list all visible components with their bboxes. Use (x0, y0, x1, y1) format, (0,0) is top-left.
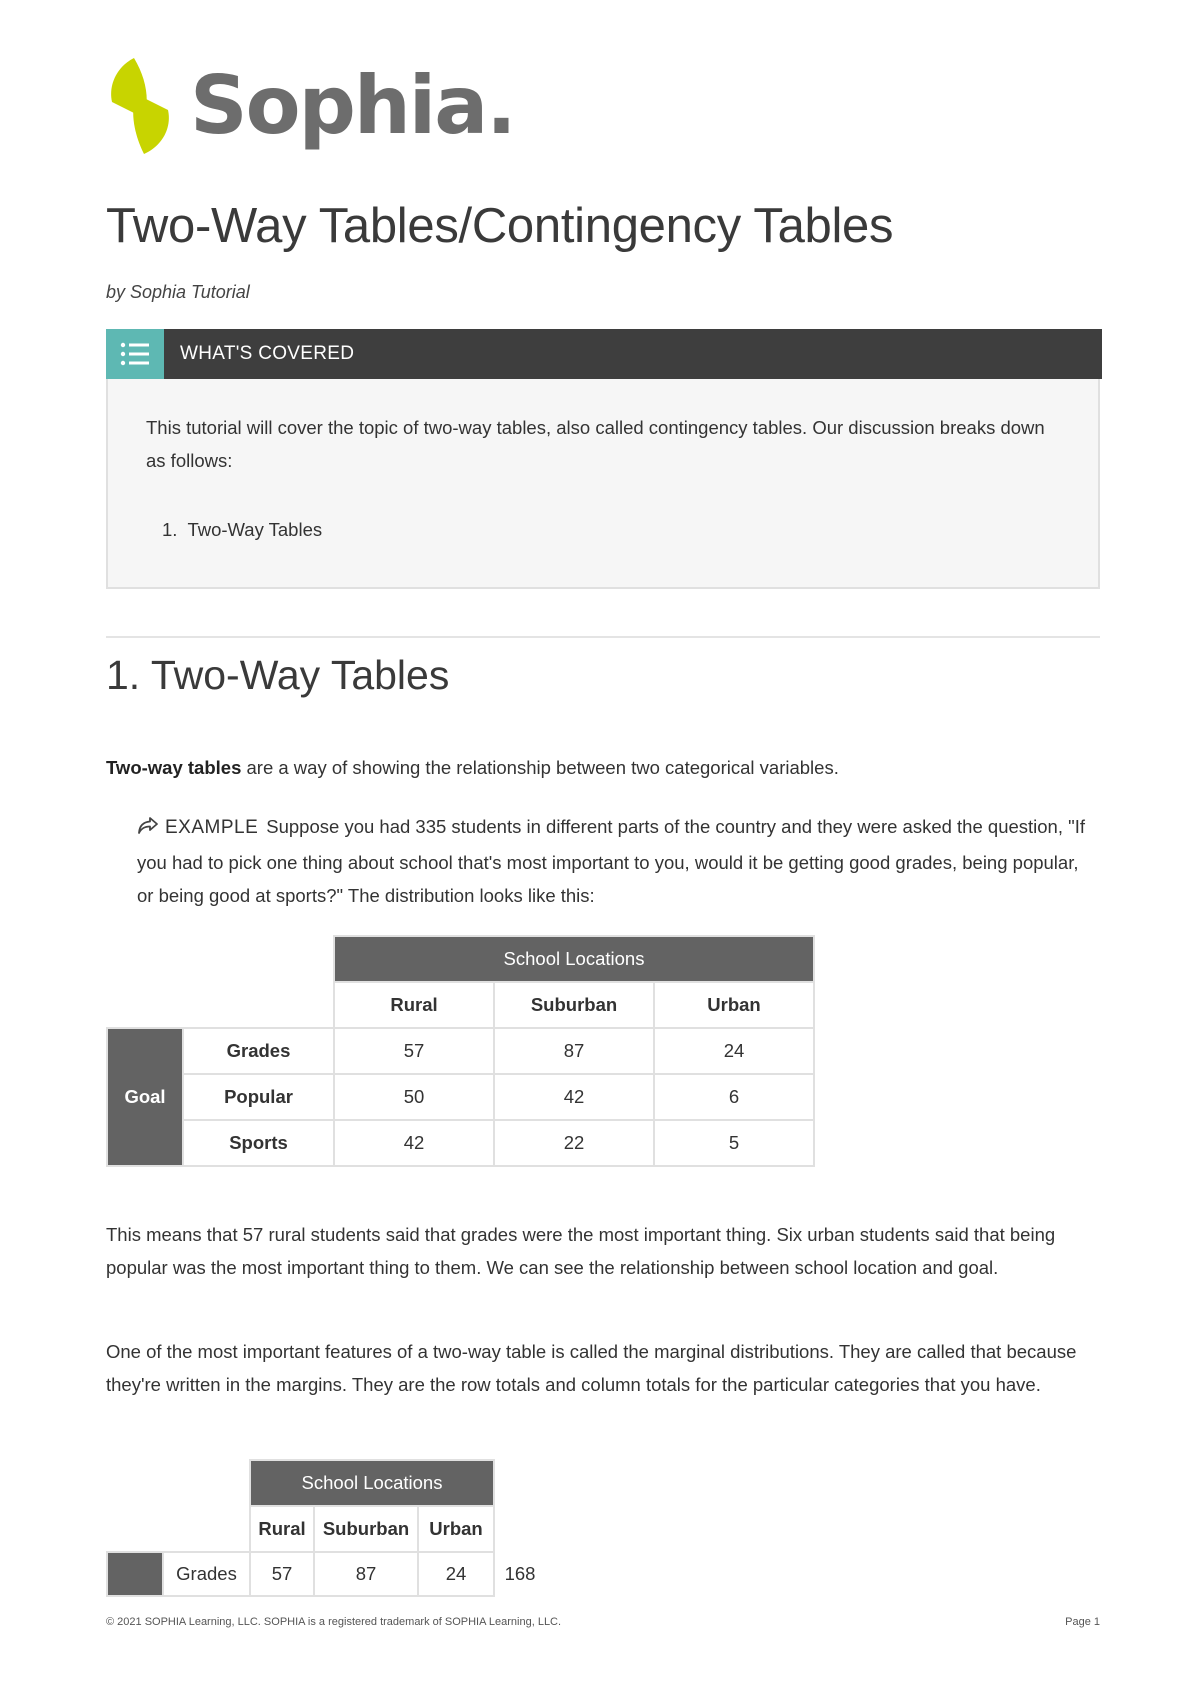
row-header: Popular (183, 1074, 334, 1120)
page-footer (106, 1616, 1100, 1628)
example-text: Suppose you had 335 students in different parts of the country and they were asked the question, "If you had to pick one thing about school that's most important to you, would it be getting good grades, being popular, or being good at sports?" The distribution looks like this: (137, 816, 1085, 906)
marginal-table (106, 1459, 546, 1597)
column-header: Suburban (314, 1506, 418, 1552)
row-header: Grades (183, 1028, 334, 1074)
table-cell: 87 (314, 1552, 418, 1596)
whats-covered-text: This tutorial will cover the topic of two-way tables, also called contingency tables. Our discussion breaks down as follows: (146, 417, 1045, 471)
copyright-text: © 2021 SOPHIA Learning, LLC. SOPHIA is a registered trademark of SOPHIA Learning, LLC. (106, 1616, 562, 1628)
sophia-logo (104, 54, 515, 158)
column-header: Urban (654, 982, 814, 1028)
row-group-header (107, 1552, 163, 1596)
brand-name: Sophia. (190, 59, 515, 152)
page-number: Page 1 (1065, 1616, 1100, 1628)
table-row (107, 1028, 814, 1074)
table-cell: 22 (494, 1120, 654, 1166)
table-row (107, 1074, 814, 1120)
byline: by Sophia Tutorial (106, 282, 250, 302)
example-label: EXAMPLE (165, 817, 259, 838)
table-cell: 87 (494, 1028, 654, 1074)
section-divider (106, 636, 1100, 638)
contingency-table (106, 935, 815, 1167)
whats-covered-box (106, 329, 1100, 589)
column-header: Rural (250, 1506, 314, 1552)
marginal-paragraph: One of the most important features of a two-way table is called the marginal distributions. They are called that because they're written in the margins. They are the row totals and column totals for the particular categories that you have. (106, 1341, 1077, 1395)
whats-covered-title: WHAT'S COVERED (180, 343, 355, 364)
column-group-header: School Locations (250, 1460, 494, 1506)
table-cell: 5 (654, 1120, 814, 1166)
table-cell: 57 (334, 1028, 494, 1074)
share-arrow-icon (137, 813, 159, 846)
column-header: Rural (334, 982, 494, 1028)
whats-covered-list-item: 1. Two-Way Tables (162, 519, 323, 540)
row-header: Sports (183, 1120, 334, 1166)
intro-paragraph: Two-way tables are a way of showing the relationship between two categorical variables. (106, 757, 839, 778)
table-cell: 42 (334, 1120, 494, 1166)
table-row (107, 1120, 814, 1166)
column-header: Urban (418, 1506, 494, 1552)
sophia-mark-icon (104, 56, 176, 156)
column-group-header: School Locations (334, 936, 814, 982)
table-cell: 50 (334, 1074, 494, 1120)
whats-covered-header (106, 329, 1102, 379)
row-group-header: Goal (107, 1028, 183, 1166)
table-cell: 24 (418, 1552, 494, 1596)
table-row (107, 1552, 545, 1596)
table-cell: 57 (250, 1552, 314, 1596)
row-total: 168 (504, 1563, 536, 1584)
column-header: Suburban (494, 982, 654, 1028)
explanation-paragraph: This means that 57 rural students said that grades were the most important thing. Six urban students said that being popular was the most important thing to them. We can see the relationship between school location and goal. (106, 1224, 1056, 1278)
table-cell: 6 (654, 1074, 814, 1120)
section-heading: 1. Two-Way Tables (106, 652, 450, 698)
list-icon (106, 329, 164, 379)
example-block (137, 810, 1100, 912)
row-header: Grades (163, 1552, 250, 1596)
table-cell: 24 (654, 1028, 814, 1074)
page-title: Two-Way Tables/Contingency Tables (106, 199, 894, 253)
table-cell: 42 (494, 1074, 654, 1120)
